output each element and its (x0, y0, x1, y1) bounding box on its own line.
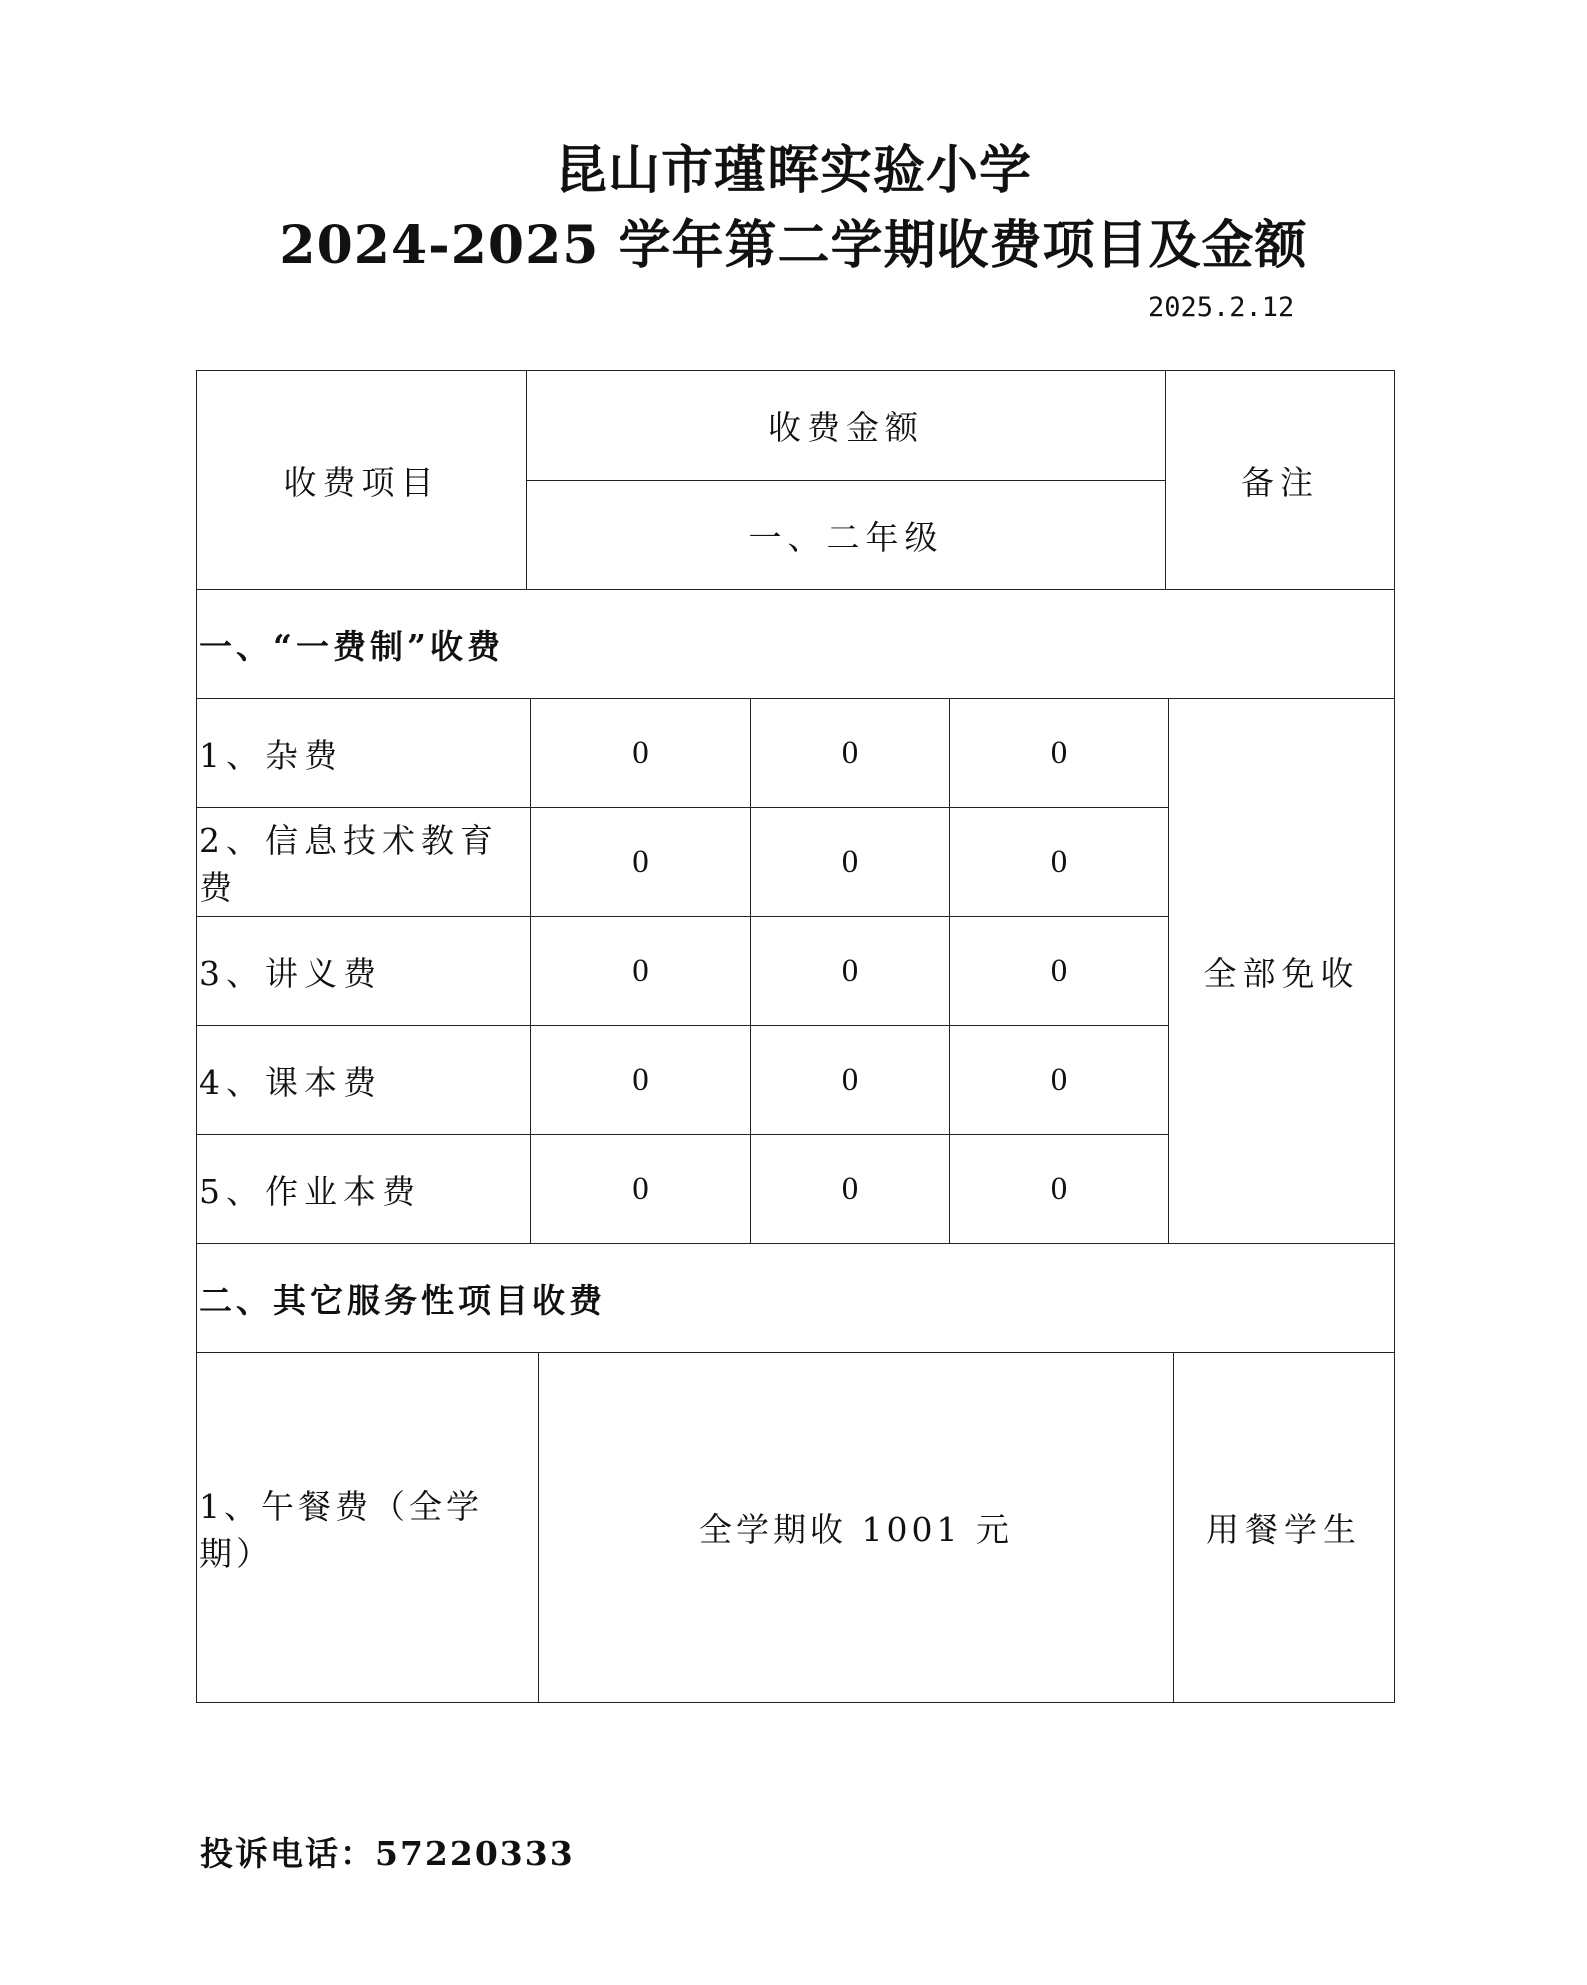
header-remark-cell: 备注 (1165, 370, 1395, 590)
row-value-2: 0 (750, 1134, 950, 1244)
row-item-name: 5、作业本费 (196, 1134, 531, 1244)
row-value-1: 0 (530, 698, 751, 808)
document-title: 2024-2025 学年第二学期收费项目及金额 (279, 215, 1308, 276)
section1-remark-cell: 全部免收 (1168, 698, 1395, 1244)
row-value-3: 0 (949, 1134, 1169, 1244)
header-amount-cell: 收费金额 (526, 370, 1166, 481)
row-item-name: 4、课本费 (196, 1025, 531, 1135)
header-item-cell: 收费项目 (196, 370, 527, 590)
section2-title: 二、其它服务性项目收费 (196, 1243, 1395, 1353)
document-date: 2025.2.12 (1148, 292, 1295, 323)
lunch-fee-amount: 全学期收 1001 元 (538, 1352, 1174, 1703)
school-name: 昆山市瑾晖实验小学 (554, 140, 1032, 201)
complaint-phone: 投诉电话：57220333 (200, 1834, 575, 1873)
row-value-3: 0 (949, 1025, 1169, 1135)
row-value-2: 0 (750, 698, 950, 808)
row-item-name: 1、杂费 (196, 698, 531, 808)
row-value-2: 0 (750, 1025, 950, 1135)
row-item-name: 2、信息技术教育费 (196, 807, 531, 917)
row-value-1: 0 (530, 807, 751, 917)
row-value-1: 0 (530, 1025, 751, 1135)
row-value-3: 0 (949, 916, 1169, 1026)
fee-table (196, 370, 1395, 1703)
header-grade-cell: 一、二年级 (526, 480, 1166, 590)
lunch-fee-remark: 用餐学生 (1173, 1352, 1395, 1703)
row-value-3: 0 (949, 807, 1169, 917)
row-value-3: 0 (949, 698, 1169, 808)
section1-title: 一、“一费制”收费 (196, 589, 1395, 699)
row-value-1: 0 (530, 1134, 751, 1244)
row-item-name: 3、讲义费 (196, 916, 531, 1026)
lunch-fee-name: 1、午餐费（全学期） (196, 1352, 539, 1703)
row-value-1: 0 (530, 916, 751, 1026)
row-value-2: 0 (750, 916, 950, 1026)
row-value-2: 0 (750, 807, 950, 917)
